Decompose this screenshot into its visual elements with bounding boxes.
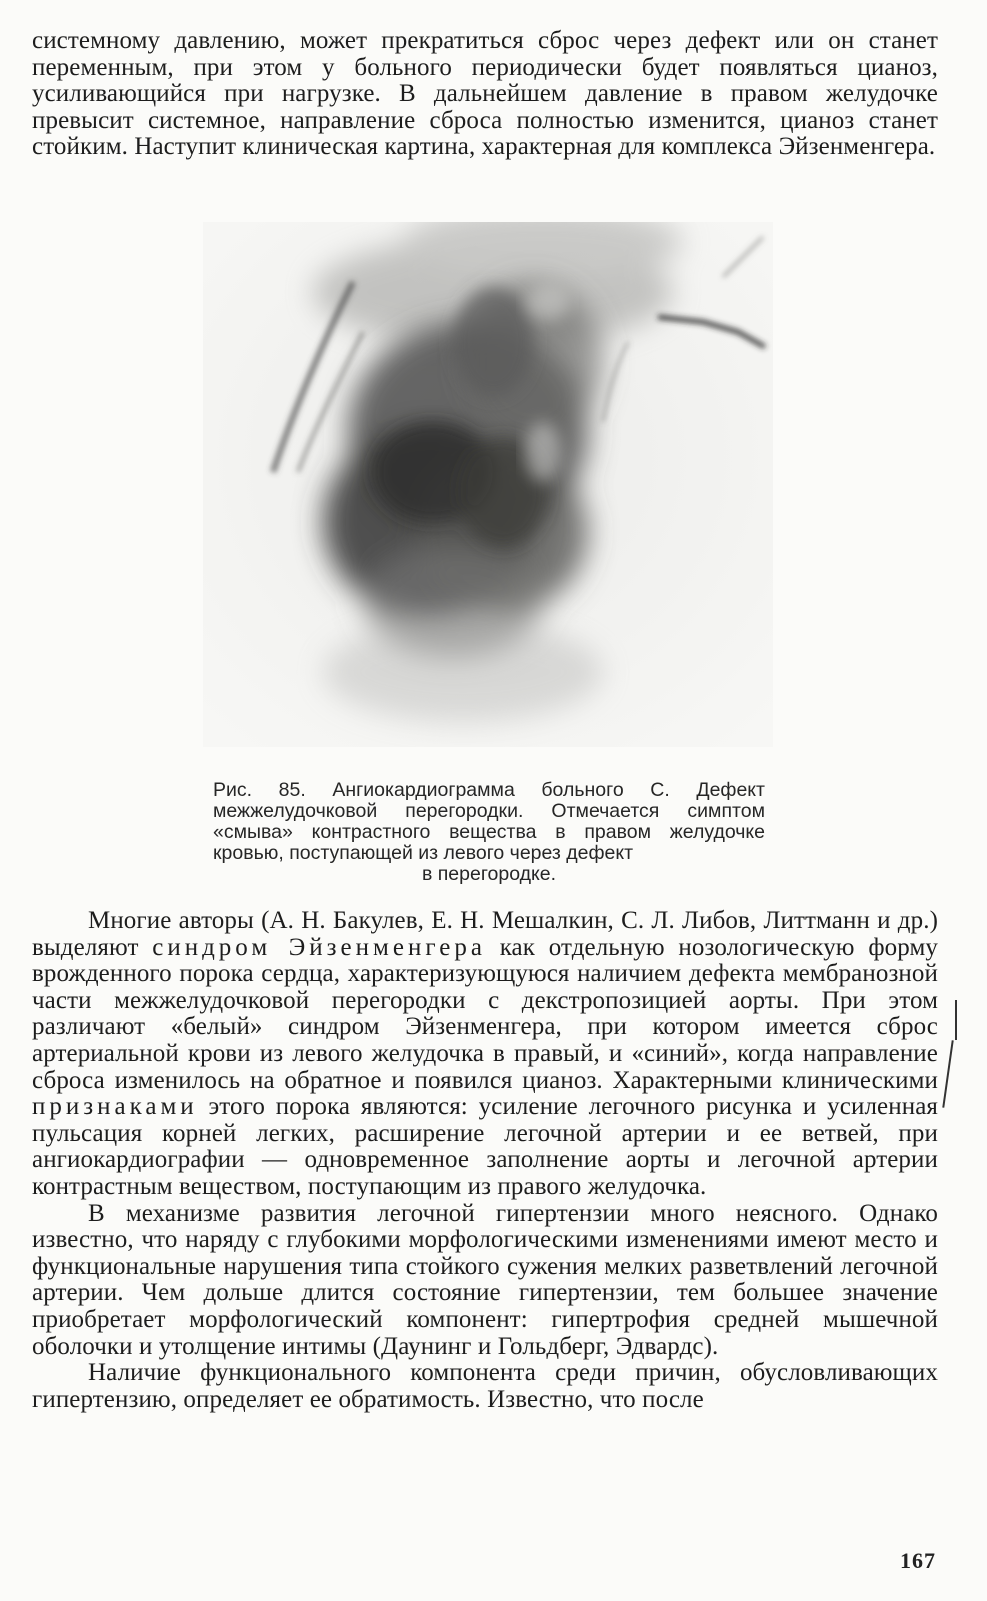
paragraph-1-spaced-term-1: синдром Эйзенменгера [152,933,486,961]
paragraph-1-part-3: этого порока являются: усиление легочного рисунка и усиленная пульсация корней легких, расширение легочной артерии и ее ветвей, при ангиокардиографии — одновременное заполнение аорты и легочной артерии контрастным веществом, поступающим из правого желудочка. [32,1093,938,1200]
paragraph-functional-component: Наличие функционального компонента среди причин, обусловливающих гипертензию, определяет ее обратимость. Известно, что после [32,1359,938,1413]
angiocardiogram-figure [203,222,773,747]
figure-caption-main: Рис. 85. Ангиокардиограмма больного С. Дефект межжелудочковой перегородки. Отмечается симптом «смыва» контрастного вещества в правом желудочке кровью, поступающей из левого через дефект [213,779,765,864]
figure-caption [213,780,765,885]
paragraph-hypertension-mechanism: В механизме развития легочной гипертензии много неясного. Однако известно, что наряду с глубокими морфологическими изменениями имеют место и функциональные нарушения типа стойкого сужения мелких разветвлений легочной артерии. Чем дольше длится состояние гипертензии, тем большее значение приобретает морфологический компонент: гипертрофия средней мышечной оболочки и утолщение интимы (Даунинг и Гольдберг, Эдвардс). [32,1199,938,1360]
paragraph-1-part-1: Многие авторы (А. Н. Бакулев, Е. Н. Мешалкин, С. Л. Либов, Литтманн и др.) выделяют [32,907,938,961]
page-number: 167 [900,1548,936,1573]
paragraph-eisenmenger [32,908,938,1201]
top-paragraph: системному давлению, может прекратиться сброс через дефект или он станет переменным, при этом у больного периодически будет появляться цианоз, усиливающийся при нагрузке. В дальнейшем давление в правом желудочке превысит системное, направление сброса полностью изменится, цианоз станет стойким. Наступит клиническая картина, характерная для комплекса Эйзенменгера. [32,27,938,161]
margin-pencil-mark [955,1000,957,1040]
angiocardiogram-image [203,222,773,747]
margin-pencil-mark [942,1040,953,1108]
top-text-block [32,28,938,161]
paragraph-1-spaced-term-2: признаками [32,1093,198,1121]
paragraph-1-part-2: как отдельную нозологическую форму врожденного порока сердца, характеризующуюся наличием дефекта мембранозной части межжелудочковой перегородки с декстропозицией аорты. При этом различают «белый» синдром Эйзенменгера, при котором имеется сброс артериальной крови из левого желудочка в правый, и «синий», когда направление сброса изменилось на обратное и появился цианоз. Характерными клиническими [32,933,938,1094]
main-text-block [32,908,938,1413]
figure-caption-tail: в перегородке. [421,863,557,885]
